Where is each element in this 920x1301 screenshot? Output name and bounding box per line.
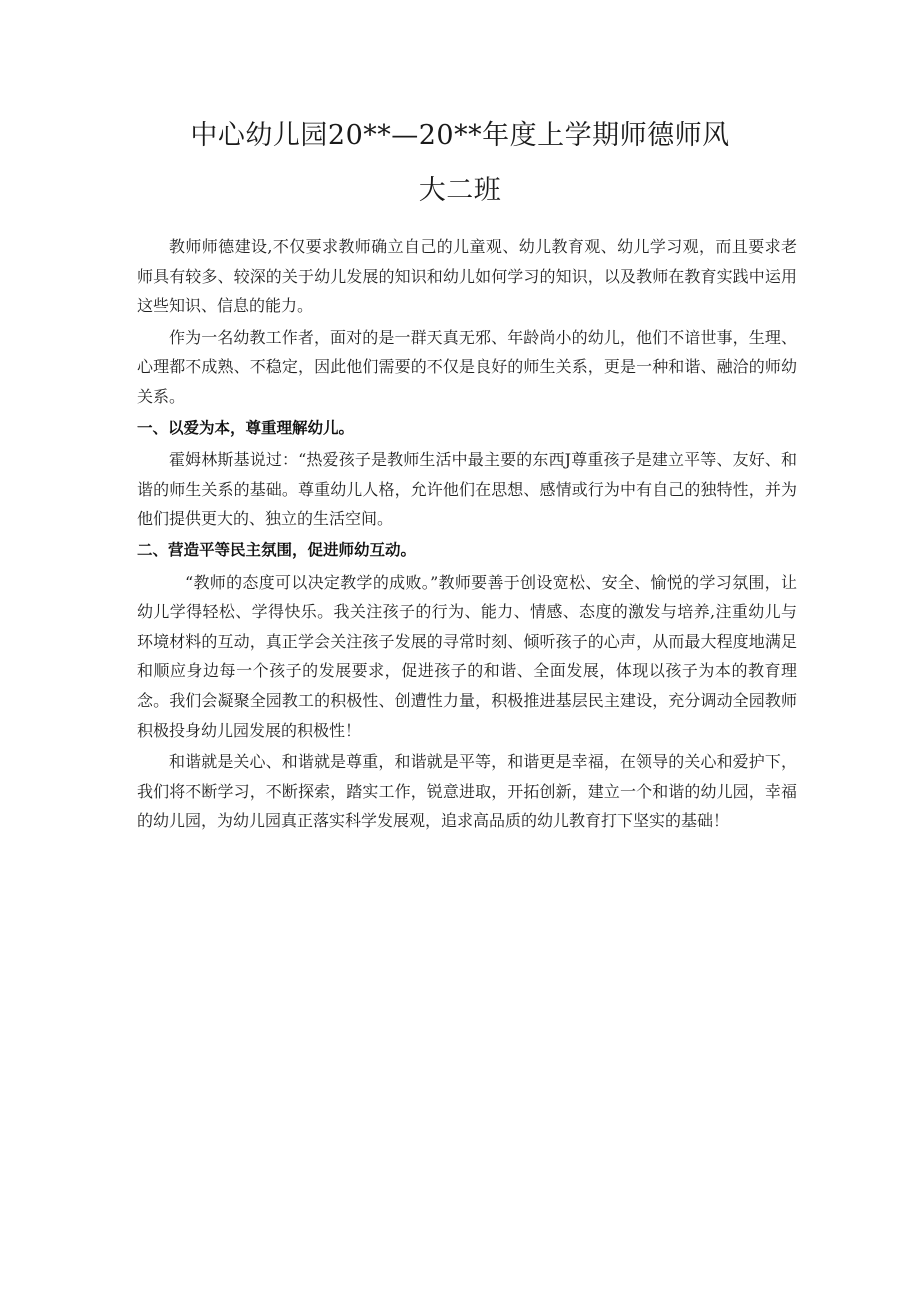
document-body — [137, 232, 797, 838]
paragraph-interaction: “教师的态度可以决定教学的成败。”教师要善于创设宽松、安全、愉悦的学习氛围，让幼儿学得轻松、学得快乐。我关注孩子的行为、能力、情感、态度的激发与培养,注重幼儿与环境材料的互动，真正学会关注孩子发展的寻常时刻、倾听孩子的心声，从而最大程度地满足和顺应身边每一个孩子的发展要求，促进孩子的和谐、全面发展，体现以孩子为本的教育理念。我们会凝聚全园教工的积极性、创遭性力量，积极推进基层民主建设，充分调动全园教师积极投身幼儿园发展的积极性！ — [137, 572, 797, 740]
document-subtitle: 大二班 — [418, 175, 502, 206]
document-title: 中心幼儿园20**—20**年度上学期师德师风 — [190, 120, 730, 151]
paragraph-teacher-role: 作为一名幼教工作者，面对的是一群天真无邪、年龄尚小的幼儿，他们不谙世事，生理、心理都不成熟、不稳定，因此他们需要的不仅是良好的师生关系，更是一种和谐、融洽的师幼关系。 — [137, 327, 797, 406]
paragraph-conclusion: 和谐就是关心、和谐就是尊重，和谐就是平等，和谐更是幸福，在领导的关心和爱护下，我们将不断学习，不断探索，踏实工作，锐意进取，开拓创新，建立一个和谐的幼儿园，幸福的幼儿园，为幼儿园真正落实科学发展观，追求高品质的幼儿教育打下坚实的基础！ — [137, 752, 797, 831]
paragraph-respect: 霍姆林斯基说过：“热爱孩子是教师生活中最主要的东西J尊重孩子是建立平等、友好、和谐的师生关系的基础。尊重幼儿人格，允许他们在思想、感情或行为中有自己的独特性，并为他们提供更大的、独立的生活空间。 — [137, 450, 797, 529]
section-heading-1: 一、以爱为本，尊重理解幼儿。 — [137, 418, 355, 437]
section-heading-2: 二、营造平等民主氛围，促进师幼互动。 — [137, 540, 417, 559]
paragraph-intro: 教师师德建设,不仅要求教师确立自己的儿童观、幼儿教育观、幼儿学习观，而且要求老师具有较多、较深的关于幼儿发展的知识和幼儿如何学习的知识，以及教师在教育实践中运用这些知识、信息的能力。 — [137, 237, 797, 316]
